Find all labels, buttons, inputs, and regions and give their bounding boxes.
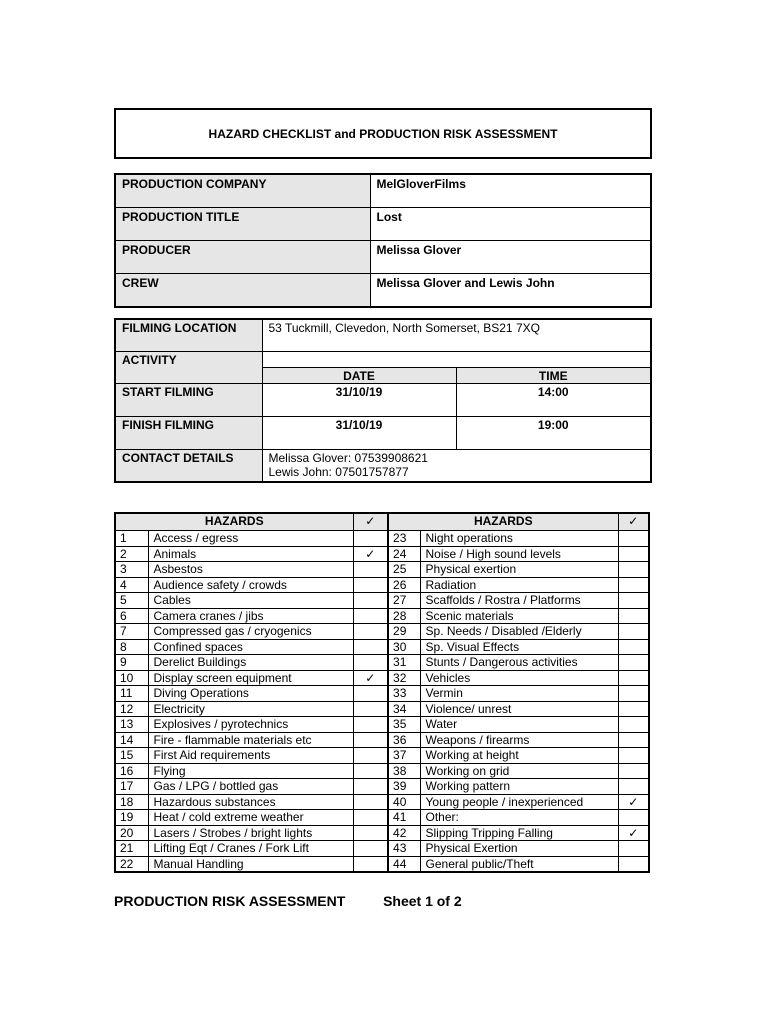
hazard-row xyxy=(115,841,649,857)
hazard-name: Violence/ unrest xyxy=(420,701,618,717)
finish-filming-row xyxy=(115,417,651,450)
production-row xyxy=(115,208,651,241)
hazards-body xyxy=(115,531,649,873)
hazard-number: 39 xyxy=(388,779,420,795)
hazard-number: 10 xyxy=(115,670,148,686)
check-header-right: ✓ xyxy=(618,513,649,531)
start-filming-row xyxy=(115,384,651,417)
hazard-number: 1 xyxy=(115,531,148,547)
hazard-name: Electricity xyxy=(148,701,353,717)
filming-location-value: 53 Tuckmill, Clevedon, North Somerset, BS21 7XQ xyxy=(262,319,651,352)
hazard-name: Cables xyxy=(148,593,353,609)
hazard-number: 22 xyxy=(115,856,148,872)
production-details-table xyxy=(114,173,652,308)
hazard-check xyxy=(618,546,649,562)
hazard-number: 9 xyxy=(115,655,148,671)
footer-title: PRODUCTION RISK ASSESSMENT xyxy=(114,893,346,909)
hazard-number: 13 xyxy=(115,717,148,733)
hazard-name: Sp. Needs / Disabled /Elderly xyxy=(420,624,618,640)
contact-line-1: Melissa Glover: 07539908621 xyxy=(268,451,428,465)
hazard-row xyxy=(115,655,649,671)
hazard-name: Lifting Eqt / Cranes / Fork Lift xyxy=(148,841,353,857)
hazard-check xyxy=(353,531,388,547)
activity-value xyxy=(262,352,651,368)
production-value: Lost xyxy=(370,208,651,241)
hazard-row xyxy=(115,779,649,795)
production-label: CREW xyxy=(115,274,370,308)
hazard-check xyxy=(353,686,388,702)
contact-line-2: Lewis John: 07501757877 xyxy=(268,465,409,479)
hazard-row xyxy=(115,562,649,578)
hazard-check xyxy=(353,701,388,717)
hazard-check xyxy=(353,639,388,655)
hazard-row xyxy=(115,763,649,779)
hazard-number: 6 xyxy=(115,608,148,624)
hazard-check xyxy=(618,701,649,717)
hazard-row xyxy=(115,639,649,655)
start-time: 14:00 xyxy=(456,384,651,417)
hazard-row xyxy=(115,701,649,717)
hazard-check xyxy=(353,841,388,857)
production-label: PRODUCER xyxy=(115,241,370,274)
hazard-number: 3 xyxy=(115,562,148,578)
time-header: TIME xyxy=(456,368,651,384)
hazard-number: 20 xyxy=(115,825,148,841)
hazard-number: 19 xyxy=(115,810,148,826)
hazards-checklist-table xyxy=(114,512,650,873)
hazard-number: 5 xyxy=(115,593,148,609)
hazard-name: Physical exertion xyxy=(420,562,618,578)
hazard-name: Manual Handling xyxy=(148,856,353,872)
hazard-name: Gas / LPG / bottled gas xyxy=(148,779,353,795)
date-header: DATE xyxy=(262,368,456,384)
hazard-name: Explosives / pyrotechnics xyxy=(148,717,353,733)
hazard-check xyxy=(618,608,649,624)
hazard-name: Diving Operations xyxy=(148,686,353,702)
production-row xyxy=(115,274,651,308)
hazard-row xyxy=(115,593,649,609)
production-label: PRODUCTION TITLE xyxy=(115,208,370,241)
hazard-check xyxy=(353,732,388,748)
hazard-check xyxy=(353,825,388,841)
hazard-name: Water xyxy=(420,717,618,733)
hazard-name: Working on grid xyxy=(420,763,618,779)
hazard-check: ✓ xyxy=(618,825,649,841)
hazard-number: 18 xyxy=(115,794,148,810)
start-filming-label: START FILMING xyxy=(115,384,262,417)
hazard-row xyxy=(115,624,649,640)
hazard-number: 31 xyxy=(388,655,420,671)
hazard-number: 38 xyxy=(388,763,420,779)
hazard-check xyxy=(353,624,388,640)
hazard-number: 32 xyxy=(388,670,420,686)
hazard-check xyxy=(353,856,388,872)
hazard-number: 25 xyxy=(388,562,420,578)
hazard-number: 23 xyxy=(388,531,420,547)
hazard-number: 41 xyxy=(388,810,420,826)
start-date: 31/10/19 xyxy=(262,384,456,417)
hazard-number: 37 xyxy=(388,748,420,764)
hazard-row xyxy=(115,732,649,748)
production-details-body xyxy=(115,174,651,307)
hazard-name: Heat / cold extreme weather xyxy=(148,810,353,826)
production-row xyxy=(115,241,651,274)
hazard-number: 44 xyxy=(388,856,420,872)
hazard-number: 26 xyxy=(388,577,420,593)
hazard-number: 7 xyxy=(115,624,148,640)
hazard-check xyxy=(353,748,388,764)
hazard-check xyxy=(618,763,649,779)
hazard-name: Lasers / Strobes / bright lights xyxy=(148,825,353,841)
hazard-name: Confined spaces xyxy=(148,639,353,655)
hazard-name: Slipping Tripping Falling xyxy=(420,825,618,841)
hazard-check xyxy=(353,593,388,609)
hazard-row xyxy=(115,546,649,562)
hazard-name: Scaffolds / Rostra / Platforms xyxy=(420,593,618,609)
hazard-number: 2 xyxy=(115,546,148,562)
hazard-check xyxy=(353,717,388,733)
hazard-number: 14 xyxy=(115,732,148,748)
hazard-number: 12 xyxy=(115,701,148,717)
hazard-row xyxy=(115,856,649,872)
hazard-name: Night operations xyxy=(420,531,618,547)
hazard-check xyxy=(353,779,388,795)
hazard-name: Vehicles xyxy=(420,670,618,686)
hazard-check xyxy=(618,624,649,640)
hazard-check xyxy=(618,577,649,593)
hazard-row xyxy=(115,748,649,764)
check-header-left: ✓ xyxy=(353,513,388,531)
hazard-name: Working at height xyxy=(420,748,618,764)
hazard-name: Weapons / firearms xyxy=(420,732,618,748)
hazard-check xyxy=(618,732,649,748)
hazard-check xyxy=(618,748,649,764)
hazard-check xyxy=(618,686,649,702)
hazard-check xyxy=(353,562,388,578)
hazard-name: Audience safety / crowds xyxy=(148,577,353,593)
hazard-name: Derelict Buildings xyxy=(148,655,353,671)
hazard-row xyxy=(115,825,649,841)
hazard-number: 4 xyxy=(115,577,148,593)
hazard-check xyxy=(353,794,388,810)
hazard-number: 34 xyxy=(388,701,420,717)
hazard-check xyxy=(353,810,388,826)
hazard-check xyxy=(353,763,388,779)
hazard-number: 21 xyxy=(115,841,148,857)
filming-location-label: FILMING LOCATION xyxy=(115,319,262,352)
hazard-name: Sp. Visual Effects xyxy=(420,639,618,655)
hazard-number: 35 xyxy=(388,717,420,733)
finish-time: 19:00 xyxy=(456,417,651,450)
hazard-number: 11 xyxy=(115,686,148,702)
hazard-name: Other: xyxy=(420,810,618,826)
footer-sheet: Sheet 1 of 2 xyxy=(383,893,462,909)
activity-label: ACTIVITY xyxy=(115,352,262,384)
hazard-check xyxy=(618,655,649,671)
hazard-name: General public/Theft xyxy=(420,856,618,872)
hazard-row xyxy=(115,608,649,624)
hazard-name: Asbestos xyxy=(148,562,353,578)
hazard-number: 15 xyxy=(115,748,148,764)
activity-row xyxy=(115,352,651,368)
production-label: PRODUCTION COMPANY xyxy=(115,174,370,208)
footer xyxy=(114,893,462,909)
hazard-number: 29 xyxy=(388,624,420,640)
contact-details-row xyxy=(115,450,651,483)
document-title: HAZARD CHECKLIST and PRODUCTION RISK ASSESSMENT xyxy=(114,108,652,159)
hazard-number: 33 xyxy=(388,686,420,702)
hazard-check xyxy=(618,856,649,872)
hazard-number: 8 xyxy=(115,639,148,655)
hazard-name: Hazardous substances xyxy=(148,794,353,810)
hazard-check xyxy=(618,779,649,795)
hazard-check: ✓ xyxy=(618,794,649,810)
hazard-row xyxy=(115,531,649,547)
hazard-check xyxy=(618,717,649,733)
hazard-number: 24 xyxy=(388,546,420,562)
hazard-check xyxy=(618,531,649,547)
finish-filming-label: FINISH FILMING xyxy=(115,417,262,450)
hazard-check: ✓ xyxy=(353,546,388,562)
hazard-number: 36 xyxy=(388,732,420,748)
hazards-header-right: HAZARDS xyxy=(388,513,618,531)
hazard-check xyxy=(618,670,649,686)
hazard-row xyxy=(115,794,649,810)
hazard-check: ✓ xyxy=(353,670,388,686)
hazard-name: First Aid requirements xyxy=(148,748,353,764)
production-value: Melissa Glover xyxy=(370,241,651,274)
hazard-name: Noise / High sound levels xyxy=(420,546,618,562)
hazard-row xyxy=(115,717,649,733)
hazard-number: 28 xyxy=(388,608,420,624)
contact-details-label: CONTACT DETAILS xyxy=(115,450,262,483)
hazard-check xyxy=(618,810,649,826)
hazard-number: 27 xyxy=(388,593,420,609)
hazard-name: Display screen equipment xyxy=(148,670,353,686)
hazards-header-row xyxy=(115,513,649,531)
hazard-name: Camera cranes / jibs xyxy=(148,608,353,624)
finish-date: 31/10/19 xyxy=(262,417,456,450)
hazards-header-left: HAZARDS xyxy=(115,513,353,531)
hazard-name: Scenic materials xyxy=(420,608,618,624)
hazard-number: 30 xyxy=(388,639,420,655)
hazard-name: Fire - flammable materials etc xyxy=(148,732,353,748)
hazard-name: Flying xyxy=(148,763,353,779)
hazard-number: 42 xyxy=(388,825,420,841)
hazard-row xyxy=(115,577,649,593)
hazard-name: Physical Exertion xyxy=(420,841,618,857)
hazard-check xyxy=(353,655,388,671)
hazard-name: Compressed gas / cryogenics xyxy=(148,624,353,640)
hazard-name: Stunts / Dangerous activities xyxy=(420,655,618,671)
hazard-name: Access / egress xyxy=(148,531,353,547)
hazard-name: Animals xyxy=(148,546,353,562)
hazard-check xyxy=(618,593,649,609)
hazard-row xyxy=(115,670,649,686)
hazard-row xyxy=(115,810,649,826)
hazard-check xyxy=(353,577,388,593)
hazard-number: 43 xyxy=(388,841,420,857)
filming-details-table xyxy=(114,318,652,483)
hazard-check xyxy=(618,639,649,655)
hazard-check xyxy=(618,841,649,857)
hazard-name: Radiation xyxy=(420,577,618,593)
hazard-check xyxy=(353,608,388,624)
hazard-number: 40 xyxy=(388,794,420,810)
production-row xyxy=(115,174,651,208)
hazard-name: Vermin xyxy=(420,686,618,702)
filming-location-row xyxy=(115,319,651,352)
production-value: Melissa Glover and Lewis John xyxy=(370,274,651,308)
hazard-number: 17 xyxy=(115,779,148,795)
hazard-check xyxy=(618,562,649,578)
hazard-name: Young people / inexperienced xyxy=(420,794,618,810)
hazard-number: 16 xyxy=(115,763,148,779)
hazard-row xyxy=(115,686,649,702)
hazard-name: Working pattern xyxy=(420,779,618,795)
production-value: MelGloverFilms xyxy=(370,174,651,208)
contact-details-value xyxy=(262,450,651,483)
